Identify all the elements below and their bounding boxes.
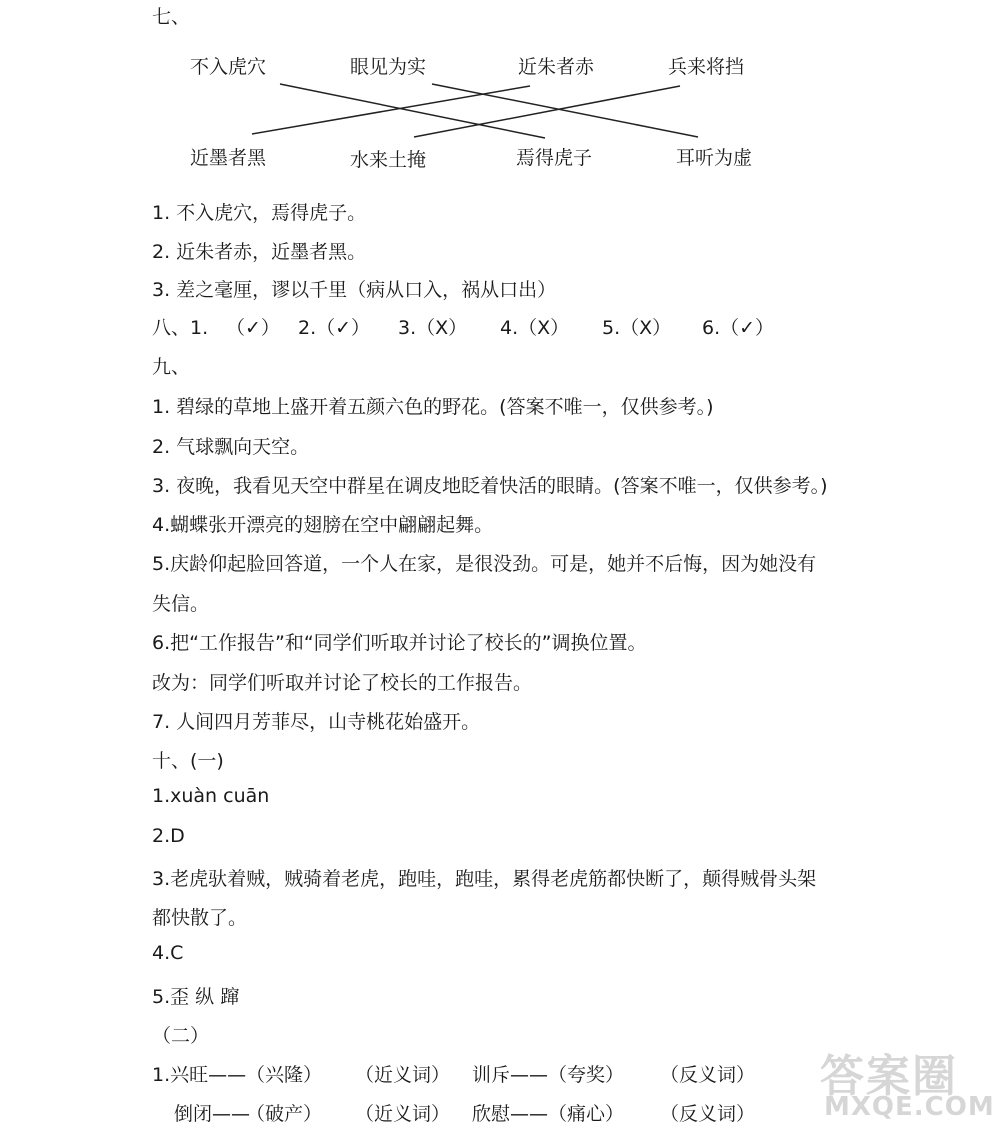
match-bottom-word-1: 近墨者黑 bbox=[190, 147, 267, 169]
pair-1-answer: （兴隆） bbox=[246, 1064, 323, 1086]
section9-line-5: 5.庆龄仰起脸回答道，一个人在家，是很没劲。可是，她并不后悔，因为她没有 bbox=[152, 553, 817, 575]
section10-line-2: 2.D bbox=[152, 825, 185, 847]
match-bottom-word-4: 耳听为虚 bbox=[676, 147, 753, 169]
match-bottom-word-3: 焉得虎子 bbox=[516, 147, 593, 169]
matching-lines bbox=[0, 0, 1000, 200]
pair-1-type: （近义词） bbox=[355, 1064, 451, 1086]
pair-1-type2: （反义词） bbox=[660, 1064, 756, 1086]
section8-heading: 八、1. bbox=[152, 317, 209, 339]
pair-2-type2: （反义词） bbox=[660, 1103, 756, 1125]
pair-1-word2: 训斥—— bbox=[472, 1064, 549, 1086]
match-bottom-word-2: 水来土掩 bbox=[350, 149, 427, 171]
section9-line-8: 改为：同学们听取并讨论了校长的工作报告。 bbox=[152, 672, 533, 694]
judge-num-4: 4. bbox=[500, 317, 519, 339]
section9-line-9: 7. 人间四月芳菲尽，山寺桃花始盛开。 bbox=[152, 711, 481, 733]
judge-mark-3: （X） bbox=[416, 317, 468, 339]
judge-num-5: 5. bbox=[602, 317, 621, 339]
match-top-word-2: 眼见为实 bbox=[350, 56, 427, 78]
section7-answer-2: 2. 近朱者赤，近墨者黑。 bbox=[152, 241, 367, 263]
judge-mark-1: （✓） bbox=[226, 317, 280, 339]
section9-line-3: 3. 夜晚，我看见天空中群星在调皮地眨着快活的眼睛。(答案不唯一，仅供参考。) bbox=[152, 475, 828, 497]
judge-item-3 bbox=[398, 313, 467, 340]
watermark-cn: 答案圈 bbox=[820, 1051, 958, 1102]
pair-2-word: 倒闭—— bbox=[174, 1103, 251, 1125]
judge-mark-2: （✓） bbox=[316, 317, 371, 339]
match-top-word-3: 近朱者赤 bbox=[518, 56, 595, 78]
section7-heading: 七、 bbox=[152, 6, 191, 28]
match-top-word-1: 不入虎穴 bbox=[190, 56, 267, 78]
section9-line-6: 失信。 bbox=[152, 593, 210, 615]
section7-answer-3: 3. 差之毫厘，谬以千里（病从口入，祸从口出） bbox=[152, 279, 557, 301]
pair-1-answer2: （夸奖） bbox=[548, 1064, 625, 1086]
section9-line-7: 6.把“工作报告”和“同学们听取并讨论了校长的”调换位置。 bbox=[152, 632, 647, 654]
judge-mark-6: （✓） bbox=[720, 317, 775, 339]
pair-2-word2: 欣慰—— bbox=[472, 1103, 549, 1125]
pair-1-word: 1.兴旺—— bbox=[152, 1064, 247, 1086]
judge-num-3: 3. bbox=[398, 317, 417, 339]
section10-line-1: 1.xuàn cuān bbox=[152, 785, 270, 807]
section10-sub-heading: （二） bbox=[152, 1025, 210, 1047]
watermark-en: MXQE.COM bbox=[824, 1092, 995, 1122]
judge-item-2 bbox=[298, 313, 370, 340]
judge-item-6 bbox=[702, 313, 774, 340]
match-line-1 bbox=[280, 84, 545, 138]
judge-num-6: 6. bbox=[702, 317, 721, 339]
match-top-word-4: 兵来将挡 bbox=[668, 56, 745, 78]
section9-line-4: 4.蝴蝶张开漂亮的翅膀在空中翩翩起舞。 bbox=[152, 514, 494, 536]
judge-item-4 bbox=[500, 313, 569, 340]
judge-item-1 bbox=[226, 313, 280, 340]
section7-answer-1: 1. 不入虎穴，焉得虎子。 bbox=[152, 202, 367, 224]
judge-num-2: 2. bbox=[298, 317, 317, 339]
judge-mark-4: （X） bbox=[518, 317, 570, 339]
pair-2-type: （近义词） bbox=[355, 1103, 451, 1125]
pair-2-answer: （破产） bbox=[246, 1103, 323, 1125]
section10-line-4: 都快散了。 bbox=[152, 907, 248, 929]
judge-item-5 bbox=[602, 313, 671, 340]
site-watermark bbox=[820, 1040, 995, 1122]
section9-line-1: 1. 碧绿的草地上盛开着五颜六色的野花。(答案不唯一，仅供参考。) bbox=[152, 396, 714, 418]
match-line-2 bbox=[432, 84, 698, 137]
section10-heading: 十、(一) bbox=[152, 750, 224, 772]
section10-line-3: 3.老虎驮着贼，贼骑着老虎，跑哇，跑哇，累得老虎筋都快断了，颠得贼骨头架 bbox=[152, 868, 817, 890]
section9-line-2: 2. 气球飘向天空。 bbox=[152, 436, 310, 458]
section9-heading: 九、 bbox=[152, 356, 191, 378]
section10-line-5: 4.C bbox=[152, 942, 184, 964]
pair-2-answer2: （痛心） bbox=[548, 1103, 625, 1125]
judge-mark-5: （X） bbox=[620, 317, 672, 339]
section10-line-6: 5.歪 纵 蹿 bbox=[152, 986, 240, 1008]
match-line-4 bbox=[414, 86, 680, 137]
